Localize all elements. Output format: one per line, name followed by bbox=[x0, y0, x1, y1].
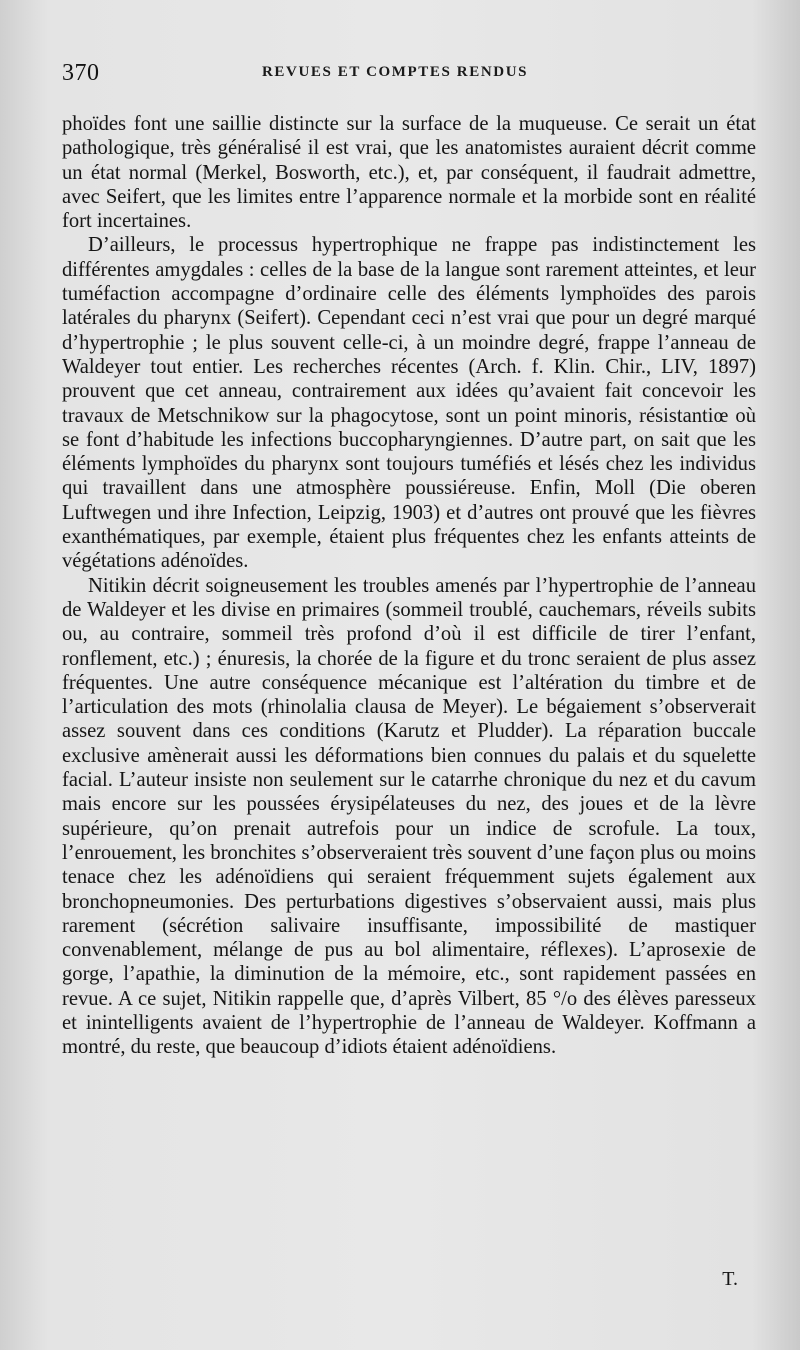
article-body bbox=[62, 112, 756, 1060]
page-number: 370 bbox=[62, 60, 100, 86]
paragraph-nitikin: Nitikin décrit soigneusement les troubles amenés par l’hypertrophie de l’anneau de Waldeyer et les divise en primaires (sommeil troublé, cauchemars, réveils subits ou, au contraire, sommeil très profond d’où il est difficile de tirer l’enfant, ronflement, etc.) ; énuresis, la chorée de la figure et du tronc seraient de plus assez fréquentes. Une autre conséquence mécanique est l’altération du timbre et de l’articulation des mots (rhinolalia clausa de Meyer). Le bégaiement s’observerait assez souvent dans ces conditions (Karutz et Pludder). La réparation buccale exclusive amènerait aussi les déformations bien connues du palais et du squelette facial. L’auteur insiste non seulement sur le catarrhe chronique du nez et du cavum mais encore sur les poussées érysipélateuses du nez, des joues et de la lèvre supérieure, qu’on prenait autrefois pour un indice de scrofule. La toux, l’enrouement, les bronchites s’observeraient très souvent d’une façon plus ou moins tenace chez les adénoïdiens qui seraient fréquemment sujets également aux bronchopneumonies. Des perturbations digestives s’observaient aussi, mais plus rarement (sécrétion salivaire insuffisante, impossibilité de mastiquer convenablement, mélange de pus au bol alimentaire, réflexes). L’aprosexie de gorge, l’apathie, la diminution de la mémoire, etc., sont rapidement passées en revue. A ce sujet, Nitikin rappelle que, d’après Vilbert, 85 °/o des élèves paresseux et inintelligents avaient de l’hypertrophie de l’anneau de Waldeyer. Koffmann a montré, du reste, que beaucoup d’idiots étaient adénoïdiens. bbox=[62, 574, 756, 1059]
author-signature: T. bbox=[722, 1268, 738, 1290]
paragraph-hypertrophy: D’ailleurs, le processus hypertrophique ne frappe pas indistinctement les différentes amygdales : celles de la base de la langue sont rarement atteintes, et leur tuméfaction accompagne d’ordinaire celle des éléments lymphoïdes des parois latérales du pharynx (Seifert). Cependant ceci n’est vrai que pour un degré marqué d’hypertrophie ; le plus souvent celle-ci, à un moindre degré, frappe l’anneau de Waldeyer tout entier. Les recherches récentes (Arch. f. Klin. Chir., LIV, 1897) prouvent que cet anneau, contrairement aux idées qu’avaient fait concevoir les travaux de Metschnikow sur la phagocytose, sont un point minoris, résistantiœ où se font d’habitude les infections buccopharyngiennes. D’autre part, on sait que les éléments lymphoïdes du pharynx sont toujours tuméfiés et lésés chez les individus qui travaillent dans une atmosphère poussiéreuse. Enfin, Moll (Die oberen Luftwegen und ihre Infection, Leipzig, 1903) et d’autres ont prouvé que les fièvres exanthématiques, par exemple, étaient plus fréquentes chez les enfants atteints de végétations adénoïdes. bbox=[62, 234, 756, 573]
running-title: REVUES ET COMPTES RENDUS bbox=[262, 64, 529, 80]
page-header bbox=[62, 60, 750, 90]
paragraph-continued: phoïdes font une saillie distincte sur la surface de la muqueuse. Ce serait un état pathologique, très généralisé il est vrai, que les anatomistes auraient décrit comme un état normal (Merkel, Bosworth, etc.), et, par conséquent, il faudrait admettre, avec Seifert, que les limites entre l’apparence normale et la morbide sont en réalité fort incertaines. bbox=[62, 113, 756, 233]
